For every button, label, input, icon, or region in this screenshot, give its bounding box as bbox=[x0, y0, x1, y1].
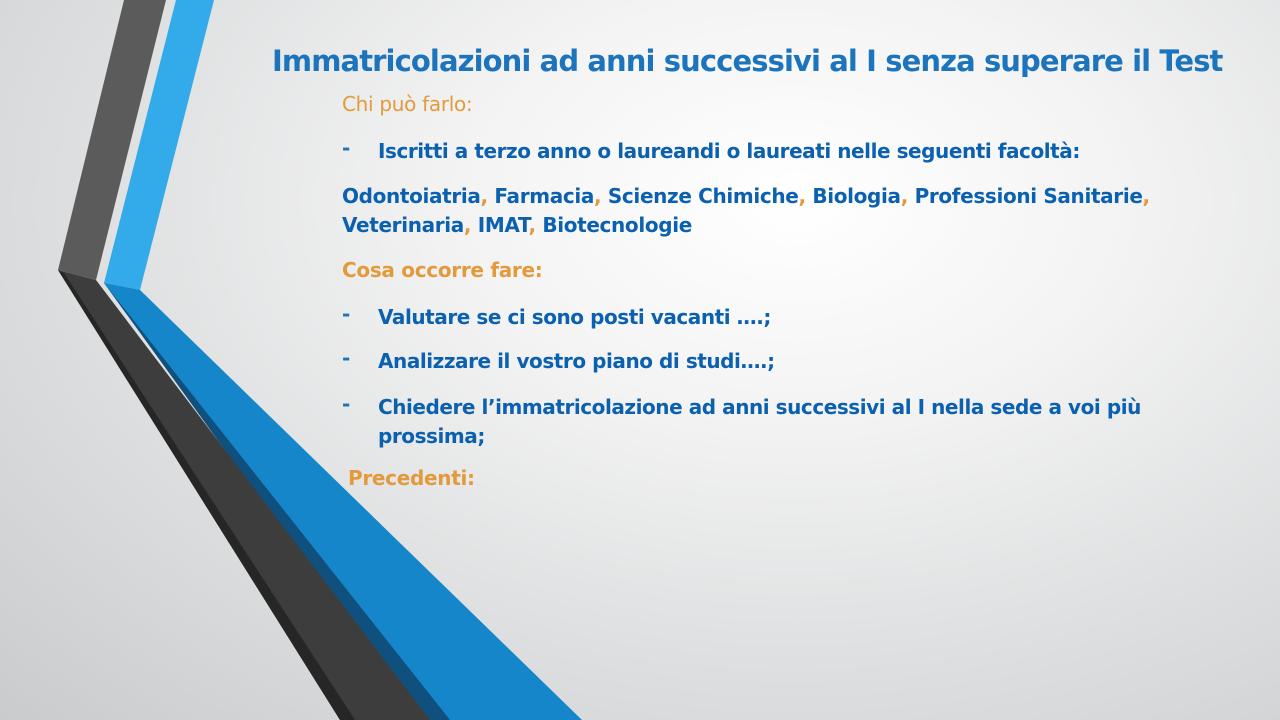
step-text: Valutare se ci sono posti vacanti ….; bbox=[378, 305, 771, 329]
bullet-dash: - bbox=[342, 136, 351, 160]
how-heading: Cosa occorre fare: bbox=[342, 258, 543, 282]
faculty-separator: , bbox=[528, 213, 536, 237]
faculty-separator: , bbox=[900, 184, 908, 208]
stripe-dark-gray-lower bbox=[58, 270, 430, 720]
step-item bbox=[342, 346, 1242, 378]
faculty-item: Scienze Chimiche bbox=[607, 184, 799, 208]
faculty-item: Farmacia bbox=[494, 184, 594, 208]
faculty-item: IMAT bbox=[477, 213, 529, 237]
who-bullet bbox=[342, 136, 1242, 168]
step-item bbox=[342, 302, 1242, 334]
faculty-separator: , bbox=[1142, 184, 1150, 208]
faculty-item: Biotecnologie bbox=[542, 213, 692, 237]
faculty-separator: , bbox=[480, 184, 488, 208]
step-item bbox=[342, 392, 1242, 454]
step-text: Chiedere l’immatricolazione ad anni successivi al I nella sede a voi più prossima; bbox=[378, 395, 1141, 448]
bullet-dash: - bbox=[342, 346, 351, 370]
precedents-heading: Precedenti: bbox=[348, 466, 475, 490]
faculty-list bbox=[342, 182, 1242, 240]
bullet-dash: - bbox=[342, 392, 351, 416]
faculty-item: Veterinaria bbox=[342, 213, 464, 237]
bullet-dash: - bbox=[342, 302, 351, 326]
step-text: Analizzare il vostro piano di studi….; bbox=[378, 349, 775, 373]
faculty-separator: , bbox=[798, 184, 806, 208]
who-bullet-text: Iscritti a terzo anno o laureandi o laureati nelle seguenti facoltà: bbox=[378, 139, 1080, 163]
faculty-item: Biologia bbox=[812, 184, 901, 208]
faculty-separator: , bbox=[594, 184, 602, 208]
faculty-item: Professioni Sanitarie bbox=[914, 184, 1143, 208]
who-heading: Chi può farlo: bbox=[342, 92, 473, 116]
faculty-item: Odontoiatria bbox=[342, 184, 481, 208]
slide-title: Immatricolazioni ad anni successivi al I senza superare il Test bbox=[272, 44, 1223, 78]
faculty-separator: , bbox=[463, 213, 472, 237]
